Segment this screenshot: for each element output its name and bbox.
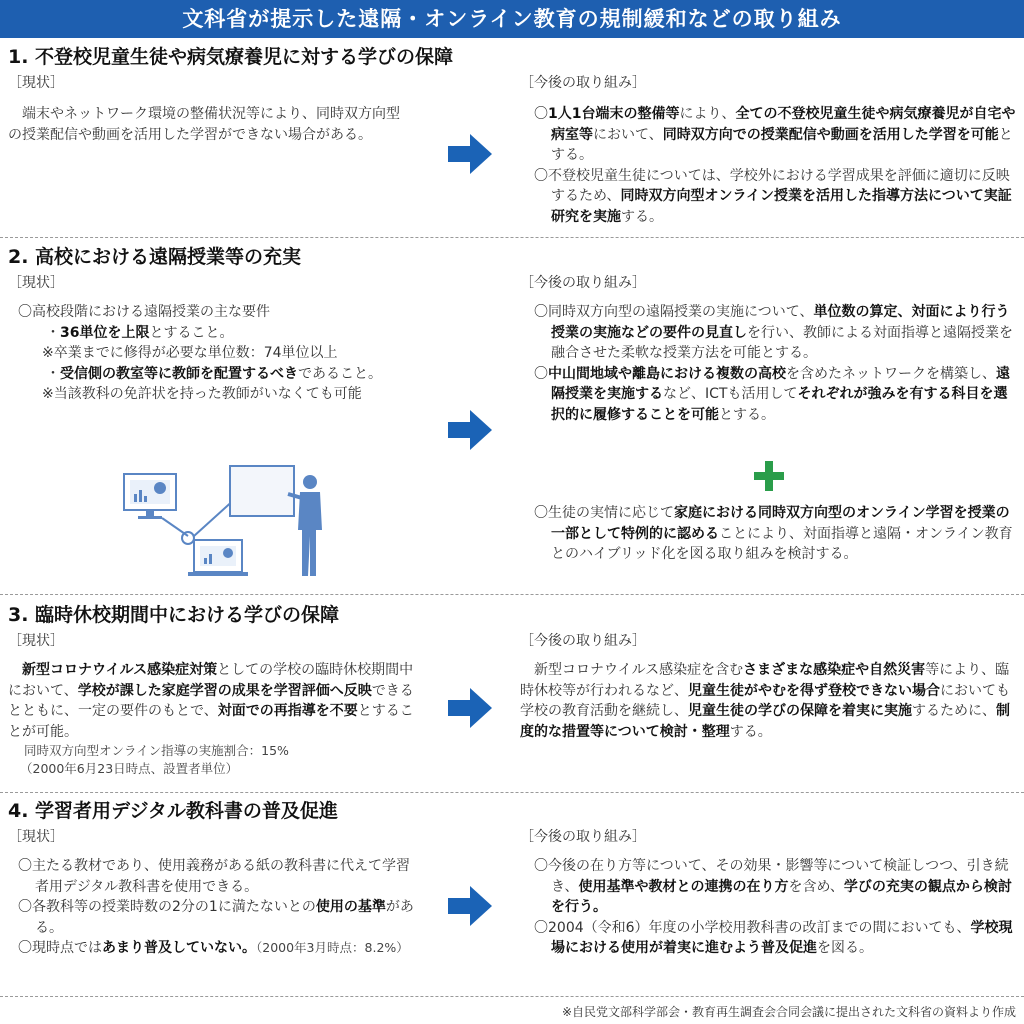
online-ratio-date: （2000年6月23日時点、設置者単位） (20, 761, 239, 776)
requirement-heading: 〇高校段階における遠隔授業の主な要件 (18, 304, 270, 320)
section-3-title: 3. 臨時休校期間中における学びの保障 (8, 604, 340, 626)
arrow-right-icon (448, 410, 492, 450)
requirement-1: ・36単位を上限とすること。 (46, 324, 234, 341)
section-3-current-text: 新型コロナウイルス感染症対策としての学校の臨時休校期間中において、学校が課した家庭学習の成果を学習評価へ反映できるとともに、一定の要件のもとで、対面での再指導を不要とすることが可能。 (8, 662, 414, 740)
section-2-future-item-1: 〇同時双方向型の遠隔授業の実施について、単位数の算定、対面により行う授業の実施などの要件の見直しを行い、教師による対面指導と遠隔授業を融合させた柔軟な授業方法を可能とする。 (534, 304, 1013, 361)
section-2-future-label: ［今後の取り組み］ (520, 275, 646, 291)
section-1-future (534, 104, 1020, 227)
section-4-title: 4. 学習者用デジタル教科書の普及促進 (8, 800, 338, 822)
section-1-future-item-2: 〇不登校児童生徒については、学校外における学習成果を評価に適切に反映するため、同時双方向型オンライン授業を活用した指導方法について実証研究を実施する。 (534, 167, 1012, 225)
source-footnote: ※自民党文部科学部会・教育再生調査会合同会議に提出された文科省の資料より作成 (561, 1005, 1016, 1019)
requirement-2-note: ※当該教科の免許状を持った教師がいなくても可能 (42, 386, 362, 402)
section-divider (0, 237, 1024, 238)
section-2-current (18, 302, 418, 405)
section-3-future-label: ［今後の取り組み］ (520, 633, 646, 649)
section-2-future-item-3: 〇生徒の実情に応じて家庭における同時双方向型のオンライン学習を授業の一部として特例的に認めることにより、対面指導と遠隔・オンライン教育とのハイブリッド化を図る取り組みを検討する。 (534, 505, 1013, 562)
section-divider (0, 792, 1024, 793)
online-ratio-note: 同時双方向型オンライン指導の実施割合：15% (24, 743, 289, 758)
section-2-future-item-2: 〇中山間地域や離島における複数の高校を含めたネットワークを構築し、遠隔授業を実施するなど、ICTも活用してそれぞれが強みを有する科目を選択的に履修することを可能とする。 (534, 365, 1010, 423)
section-1-future-item-1: 〇1人1台端末の整備等により、全ての不登校児童生徒や病気療養児が自宅や病室等において、同時双方向での授業配信や動画を活用した学習を可能とする。 (534, 106, 1016, 163)
remote-class-illustration (118, 460, 338, 582)
section-4-future-item-2: 〇2004（令和6）年度の小学校用教科書の改訂までの間においても、学校現場における使用が着実に進むよう普及促進を図る。 (534, 919, 1013, 956)
requirement-1-note: ※卒業までに修得が必要な単位数：74単位以上 (42, 345, 338, 361)
section-4-current-label: ［現状］ (8, 829, 64, 845)
section-4-current-item-3: 〇現時点ではあまり普及していない。（2000年3月時点：8.2%） (18, 940, 409, 956)
page-title: 文科省が提示した遠隔・オンライン教育の規制緩和などの取り組み (0, 0, 1024, 38)
section-4-current-item-1: 〇主たる教材であり、使用義務がある紙の教科書に代えて学習者用デジタル教科書を使用できる。 (18, 858, 410, 895)
section-4-future (534, 856, 1020, 959)
requirement-2: ・受信側の教室等に教師を配置するべきであること。 (46, 365, 382, 382)
section-divider (0, 594, 1024, 595)
arrow-right-icon (448, 134, 492, 174)
section-3-current-label: ［現状］ (8, 633, 64, 649)
arrow-right-icon (448, 886, 492, 926)
section-1-future-label: ［今後の取り組み］ (520, 75, 646, 91)
plus-icon (754, 461, 784, 491)
section-3-current (8, 660, 418, 778)
section-2-title: 2. 高校における遠隔授業等の充実 (8, 246, 302, 268)
section-4-current (18, 856, 418, 959)
section-3-future: 新型コロナウイルス感染症を含むさまざまな感染症や自然災害等により、臨時休校等が行われるなど、児童生徒がやむを得ず登校できない場合においても学校の教育活動を継続し、児童生徒の学びの保障を着実に実施するために、制度的な措置等について検討・整理する。 (520, 662, 1010, 740)
section-4-current-item-2: 〇各教科等の授業時数の2分の1に満たないとの使用の基準がある。 (18, 899, 414, 936)
section-4-future-label: ［今後の取り組み］ (520, 829, 646, 845)
section-1-current-label: ［現状］ (8, 75, 64, 91)
arrow-right-icon (448, 688, 492, 728)
section-2-future (534, 302, 1020, 425)
section-1-current-text: 端末やネットワーク環境の整備状況等により、同時双方向型の授業配信や動画を活用した学習ができない場合がある。 (8, 106, 400, 143)
section-divider (0, 996, 1024, 997)
section-4-future-item-1: 〇今後の在り方等について、その効果・影響等について検証しつつ、引き続き、使用基準や教材との連携の在り方を含め、学びの充実の観点から検討を行う。 (534, 858, 1012, 915)
section-2-current-label: ［現状］ (8, 275, 64, 291)
section-1-title: 1. 不登校児童生徒や病気療養児に対する学びの保障 (8, 46, 454, 68)
